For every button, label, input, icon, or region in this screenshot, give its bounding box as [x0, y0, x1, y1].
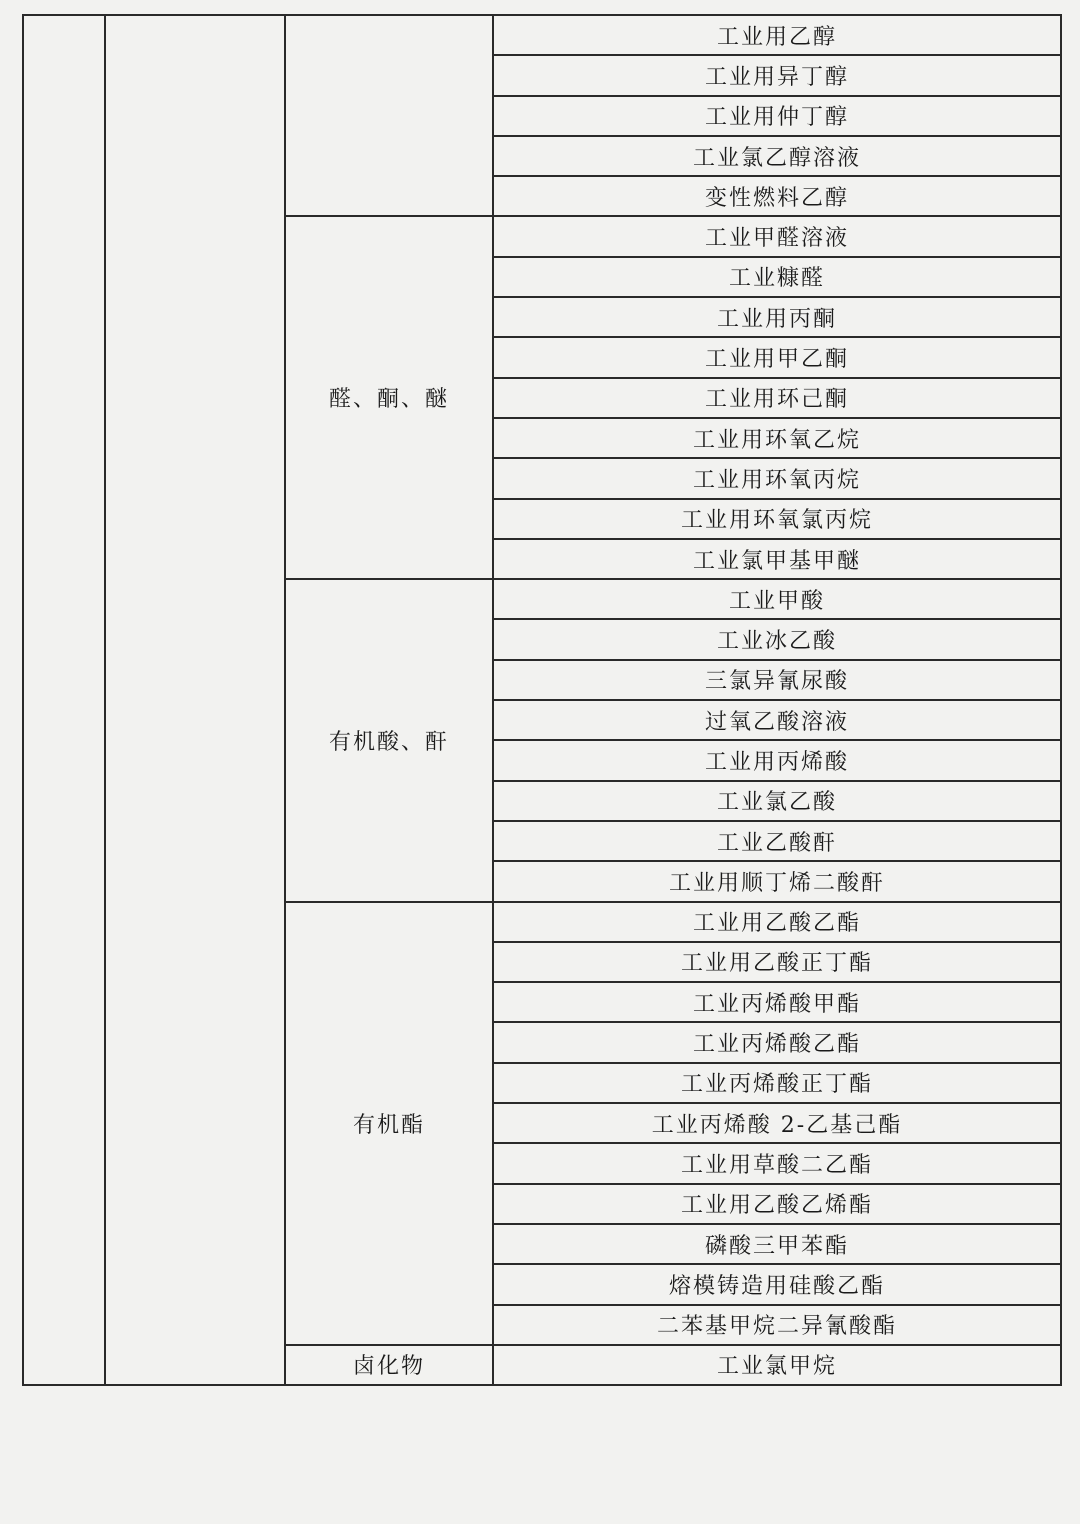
subcategory-cell: 有机酸、酐 [285, 579, 493, 901]
product-name-cell: 工业丙烯酸乙酯 [493, 1022, 1061, 1062]
table-body [23, 15, 1061, 1385]
serial-column-cell [23, 15, 105, 1385]
product-name-cell: 磷酸三甲苯酯 [493, 1224, 1061, 1264]
product-name-cell: 二苯基甲烷二异氰酸酯 [493, 1305, 1061, 1345]
product-name-cell: 工业用环己酮 [493, 378, 1061, 418]
product-name-cell: 工业氯甲烷 [493, 1345, 1061, 1385]
product-name-cell: 工业丙烯酸正丁酯 [493, 1063, 1061, 1103]
product-name-cell: 工业甲醛溶液 [493, 216, 1061, 256]
product-name-cell: 工业用乙酸乙烯酯 [493, 1184, 1061, 1224]
product-name-cell: 过氧乙酸溶液 [493, 700, 1061, 740]
product-name-cell: 工业氯乙酸 [493, 781, 1061, 821]
product-name-cell: 工业丙烯酸 2-乙基己酯 [493, 1103, 1061, 1143]
product-name-cell: 熔模铸造用硅酸乙酯 [493, 1264, 1061, 1304]
product-table [22, 14, 1062, 1386]
product-name-cell: 工业用丙烯酸 [493, 740, 1061, 780]
product-name-cell: 工业氯甲基甲醚 [493, 539, 1061, 579]
table-row [23, 15, 1061, 55]
product-name-cell: 三氯异氰尿酸 [493, 660, 1061, 700]
product-name-cell: 工业糠醛 [493, 257, 1061, 297]
subcategory-cell: 有机酯 [285, 902, 493, 1345]
product-name-cell: 工业用丙酮 [493, 297, 1061, 337]
subcategory-cell: 卤化物 [285, 1345, 493, 1385]
product-name-cell: 工业用顺丁烯二酸酐 [493, 861, 1061, 901]
product-name-cell: 工业用乙醇 [493, 15, 1061, 55]
product-name-cell: 工业用乙酸正丁酯 [493, 942, 1061, 982]
product-name-cell: 工业甲酸 [493, 579, 1061, 619]
product-name-cell: 工业用环氧丙烷 [493, 458, 1061, 498]
product-name-cell: 工业氯乙醇溶液 [493, 136, 1061, 176]
product-name-cell: 工业用仲丁醇 [493, 96, 1061, 136]
product-name-cell: 工业用草酸二乙酯 [493, 1143, 1061, 1183]
product-name-cell: 工业用环氧氯丙烷 [493, 499, 1061, 539]
category-column-cell [105, 15, 285, 1385]
product-name-cell: 变性燃料乙醇 [493, 176, 1061, 216]
subcategory-cell: 醛、酮、醚 [285, 216, 493, 579]
product-name-cell: 工业用环氧乙烷 [493, 418, 1061, 458]
product-name-cell: 工业冰乙酸 [493, 619, 1061, 659]
product-name-cell: 工业用乙酸乙酯 [493, 902, 1061, 942]
subcategory-cell [285, 15, 493, 216]
product-name-cell: 工业用异丁醇 [493, 55, 1061, 95]
product-name-cell: 工业用甲乙酮 [493, 337, 1061, 377]
product-name-cell: 工业丙烯酸甲酯 [493, 982, 1061, 1022]
product-name-cell: 工业乙酸酐 [493, 821, 1061, 861]
